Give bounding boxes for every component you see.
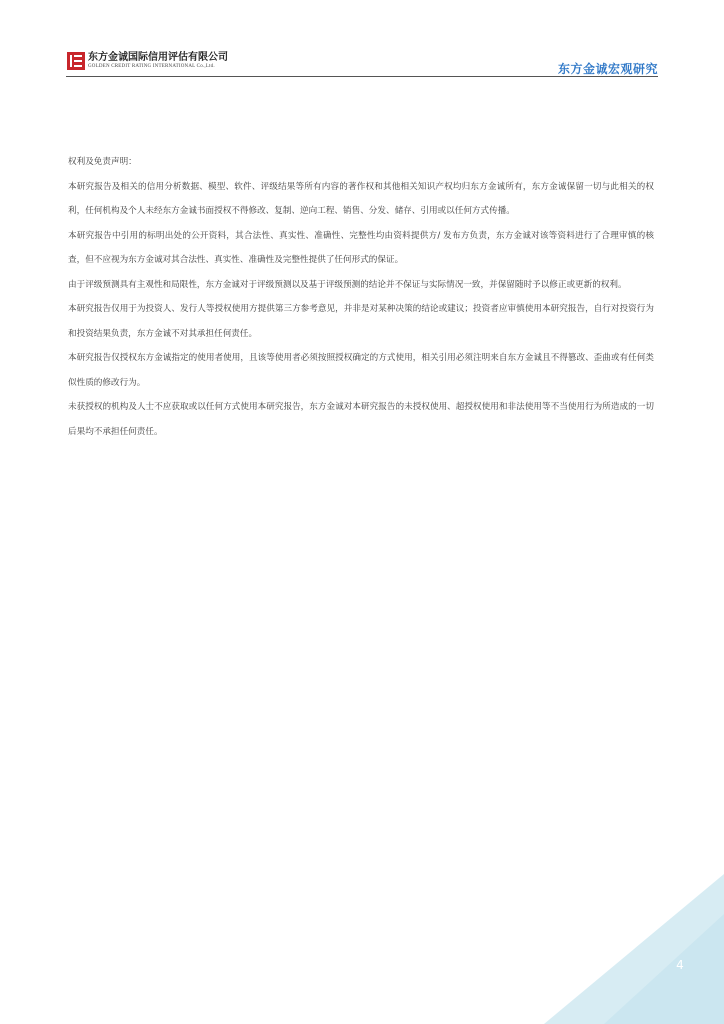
- company-logo-icon: [67, 52, 85, 70]
- header-divider: [66, 76, 658, 77]
- company-logo: [67, 52, 228, 70]
- page-header: [0, 0, 724, 80]
- disclaimer-paragraph-1: 本研究报告及相关的信用分析数据、模型、软件、评级结果等所有内容的著作权和其他相关知识产权均归东方金诚所有，东方金诚保留一切与此相关的权利，任何机构及个人未经东方金诚书面授权不得修改、复制、逆向工程、销售、分发、储存、引用或以任何方式传播。: [68, 181, 654, 216]
- logo-chinese-name: 东方金诚国际信用评估有限公司: [88, 52, 228, 63]
- disclaimer-heading: 权利及免责声明：: [68, 157, 137, 167]
- corner-decoration: [544, 874, 724, 1024]
- disclaimer-section: [68, 150, 654, 444]
- report-series-title: 东方金诚宏观研究: [557, 62, 658, 76]
- disclaimer-paragraph-6: 未获授权的机构及人士不应获取或以任何方式使用本研究报告，东方金诚对本研究报告的未授权使用、超授权使用和非法使用等不当使用行为所造成的一切后果均不承担任何责任。: [68, 402, 654, 437]
- disclaimer-paragraph-4: 本研究报告仅用于为投资人、发行人等授权使用方提供第三方参考意见，并非是对某种决策的结论或建议；投资者应审慎使用本研究报告，自行对投资行为和投资结果负责，东方金诚不对其承担任何责任。: [68, 304, 654, 339]
- disclaimer-paragraph-5: 本研究报告仅授权东方金诚指定的使用者使用，且该等使用者必须按照授权确定的方式使用，相关引用必须注明来自东方金诚且不得篡改、歪曲或有任何类似性质的修改行为。: [68, 353, 654, 388]
- page-number: 4: [676, 958, 684, 972]
- disclaimer-paragraph-3: 由于评级预测具有主观性和局限性，东方金诚对于评级预测以及基于评级预测的结论并不保证与实际情况一致，并保留随时予以修正或更新的权利。: [68, 279, 627, 290]
- disclaimer-paragraph-2: 本研究报告中引用的标明出处的公开资料，其合法性、真实性、准确性、完整性均由资料提供方/ 发布方负责，东方金诚对该等资料进行了合理审慎的核查，但不应视为东方金诚对其合法性、真实性、准确性及完整性提供了任何形式的保证。: [68, 230, 654, 265]
- logo-english-name: GOLDEN CREDIT RATING INTERNATIONAL Co.,Ltd.: [88, 64, 215, 69]
